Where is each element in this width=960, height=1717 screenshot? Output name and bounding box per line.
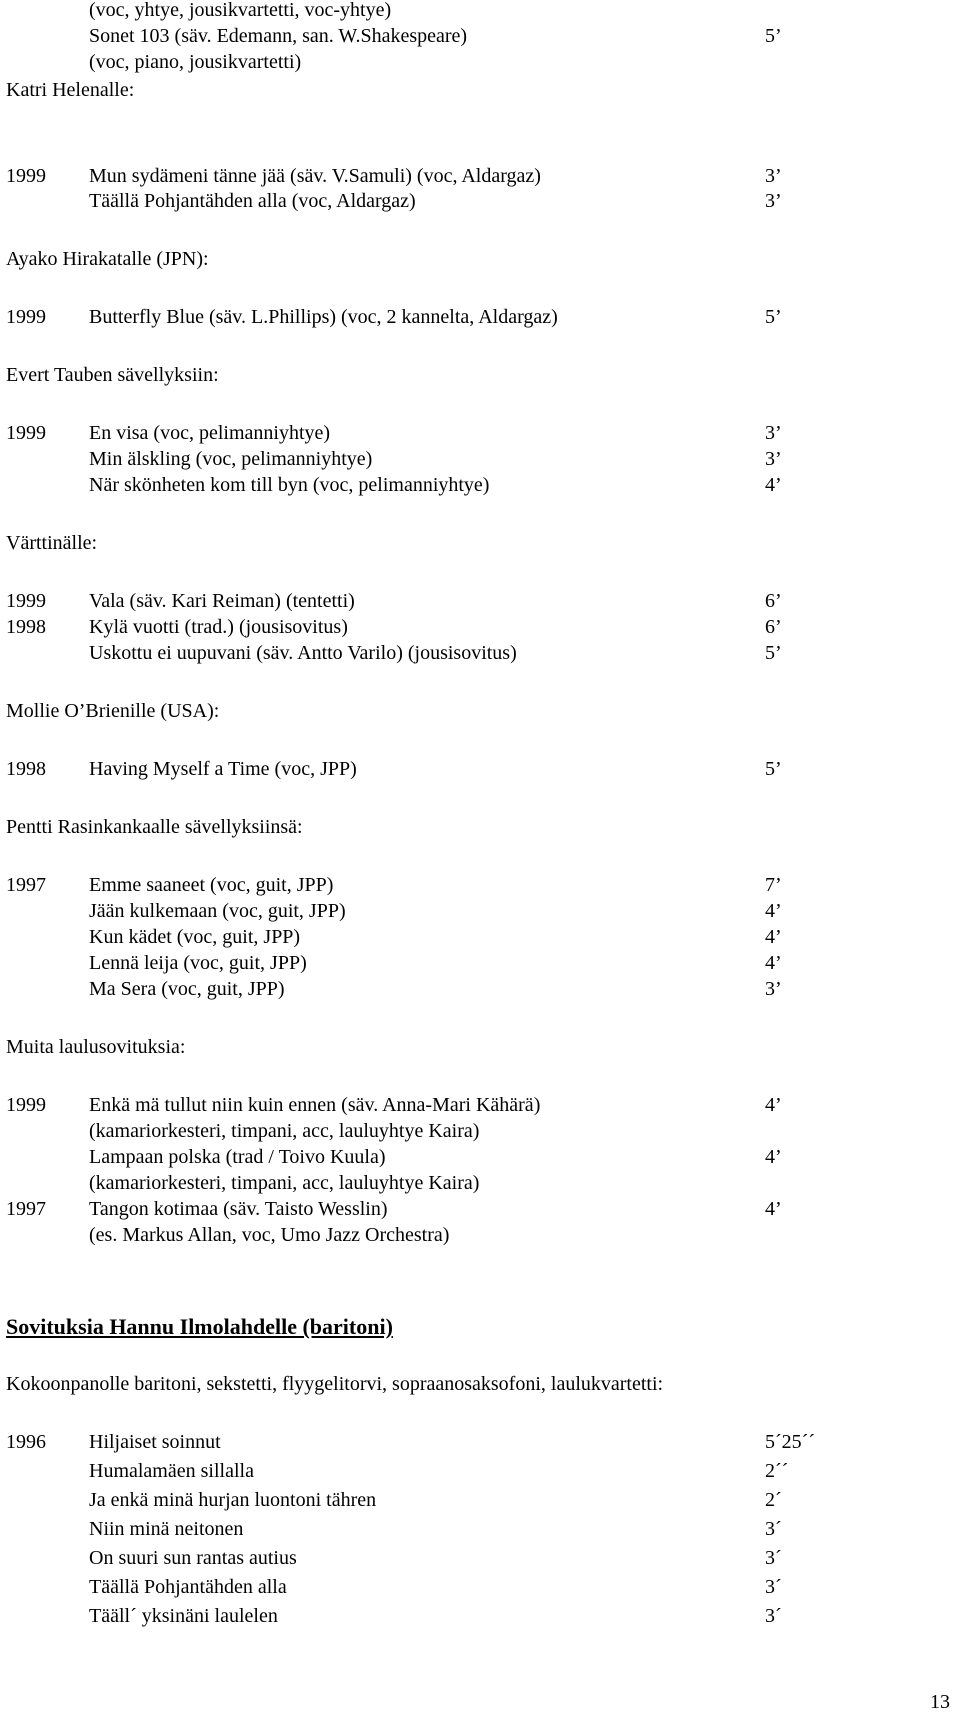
list-item (0, 975, 960, 1003)
list-item (0, 471, 960, 499)
list-item (0, 1486, 960, 1514)
duration: 4’ (765, 1146, 782, 1168)
year: 1999 (6, 306, 46, 328)
list-item (0, 1169, 960, 1197)
list-item (0, 755, 960, 783)
section-heading: Katri Helenalle: (6, 79, 135, 101)
list-item (0, 22, 960, 50)
list-item (0, 1221, 960, 1249)
work-title: Enkä mä tullut niin kuin ennen (säv. Anna-Mari Kähärä) (89, 1094, 541, 1116)
duration: 5’ (765, 306, 782, 328)
duration: 4’ (765, 1094, 782, 1116)
year: 1998 (6, 758, 46, 780)
list-item (0, 639, 960, 667)
duration: 5’ (765, 642, 782, 664)
list-item (0, 1091, 960, 1119)
list-item (0, 303, 960, 331)
year: 1997 (6, 1198, 46, 1220)
list-item (0, 187, 960, 215)
duration: 4’ (765, 926, 782, 948)
duration: 3’ (765, 448, 782, 470)
list-item (0, 1117, 960, 1145)
year: 1999 (6, 1094, 46, 1116)
duration: 4’ (765, 1198, 782, 1220)
duration: 3´ (765, 1518, 782, 1540)
list-item (0, 48, 960, 76)
work-title: Sonet 103 (säv. Edemann, san. W.Shakespeare) (89, 25, 468, 47)
work-title: Emme saaneet (voc, guit, JPP) (89, 874, 334, 896)
list-item (0, 0, 960, 24)
duration: 7’ (765, 874, 782, 896)
work-title: Lennä leija (voc, guit, JPP) (89, 952, 307, 974)
section-heading: Pentti Rasinkankaalle sävellyksiinsä: (6, 816, 303, 838)
section-heading: Mollie O’Brienille (USA): (6, 700, 220, 722)
year: 1999 (6, 422, 46, 444)
duration: 3’ (765, 165, 782, 187)
work-title: Täällä Pohjantähden alla (89, 1576, 287, 1598)
duration: 4’ (765, 900, 782, 922)
duration: 3´ (765, 1576, 782, 1598)
duration: 2´´ (765, 1460, 789, 1482)
list-item (0, 1428, 960, 1456)
duration: 3’ (765, 978, 782, 1000)
work-title: Tääll´ yksinäni laulelen (89, 1605, 278, 1627)
work-title: Ma Sera (voc, guit, JPP) (89, 978, 285, 1000)
work-title: (kamariorkesteri, timpani, acc, lauluyhtye Kaira) (89, 1172, 480, 1194)
work-title: Humalamäen sillalla (89, 1460, 254, 1482)
work-title: On suuri sun rantas autius (89, 1547, 297, 1569)
section-heading: Evert Tauben sävellyksiin: (6, 364, 219, 386)
duration: 5´25´´ (765, 1431, 815, 1453)
work-title: Min älskling (voc, pelimanniyhtye) (89, 448, 373, 470)
duration: 3´ (765, 1547, 782, 1569)
work-title: (es. Markus Allan, voc, Umo Jazz Orchestra) (89, 1224, 450, 1246)
work-title: (kamariorkesteri, timpani, acc, lauluyhtye Kaira) (89, 1120, 480, 1142)
page-number: 13 (930, 1691, 950, 1713)
duration: 4’ (765, 474, 782, 496)
year: 1999 (6, 165, 46, 187)
work-title: (voc, yhtye, jousikvartetti, voc-yhtye) (89, 0, 392, 21)
list-item (0, 923, 960, 951)
list-item (0, 613, 960, 641)
work-title: Kun kädet (voc, guit, JPP) (89, 926, 301, 948)
list-item (0, 1457, 960, 1485)
duration: 6’ (765, 590, 782, 612)
list-item (0, 162, 960, 190)
work-title: Having Myself a Time (voc, JPP) (89, 758, 357, 780)
list-item (0, 897, 960, 925)
work-title: Butterfly Blue (säv. L.Phillips) (voc, 2 kannelta, Aldargaz) (89, 306, 558, 328)
duration: 2´ (765, 1489, 782, 1511)
section-heading: Värttinälle: (6, 532, 98, 554)
work-title: När skönheten kom till byn (voc, pelimanniyhtye) (89, 474, 490, 496)
work-title: Tangon kotimaa (säv. Taisto Wesslin) (89, 1198, 388, 1220)
year: 1998 (6, 616, 46, 638)
work-title: Niin minä neitonen (89, 1518, 244, 1540)
duration: 3’ (765, 190, 782, 212)
list-item (0, 419, 960, 447)
work-title: Lampaan polska (trad / Toivo Kuula) (89, 1146, 386, 1168)
duration: 3’ (765, 422, 782, 444)
duration: 4’ (765, 952, 782, 974)
main-heading: Sovituksia Hannu Ilmolahdelle (baritoni) (6, 1314, 393, 1339)
section-heading: Ayako Hirakatalle (JPN): (6, 248, 209, 270)
duration: 3´ (765, 1605, 782, 1627)
sub-heading: Kokoonpanolle baritoni, sekstetti, flyygelitorvi, sopraanosaksofoni, laulukvartetti: (6, 1373, 664, 1395)
list-item (0, 445, 960, 473)
list-item (0, 1143, 960, 1171)
work-title: Uskottu ei uupuvani (säv. Antto Varilo) (jousisovitus) (89, 642, 517, 664)
list-item (0, 1602, 960, 1630)
work-title: Kylä vuotti (trad.) (jousisovitus) (89, 616, 348, 638)
section-heading: Muita laulusovituksia: (6, 1036, 186, 1058)
list-item (0, 1515, 960, 1543)
work-title: Täällä Pohjantähden alla (voc, Aldargaz) (89, 190, 416, 212)
work-title: Ja enkä minä hurjan luontoni tähren (89, 1489, 377, 1511)
list-item (0, 1195, 960, 1223)
work-title: Vala (säv. Kari Reiman) (tentetti) (89, 590, 355, 612)
duration: 5’ (765, 758, 782, 780)
work-title: Mun sydämeni tänne jää (säv. V.Samuli) (voc, Aldargaz) (89, 165, 541, 187)
work-title: Jään kulkemaan (voc, guit, JPP) (89, 900, 346, 922)
list-item (0, 1544, 960, 1572)
list-item (0, 871, 960, 899)
work-title: Hiljaiset soinnut (89, 1431, 221, 1453)
year: 1999 (6, 590, 46, 612)
list-item (0, 1573, 960, 1601)
list-item (0, 587, 960, 615)
duration: 6’ (765, 616, 782, 638)
duration: 5’ (765, 25, 782, 47)
work-title: (voc, piano, jousikvartetti) (89, 51, 302, 73)
year: 1997 (6, 874, 46, 896)
list-item (0, 949, 960, 977)
year: 1996 (6, 1431, 46, 1453)
work-title: En visa (voc, pelimanniyhtye) (89, 422, 331, 444)
